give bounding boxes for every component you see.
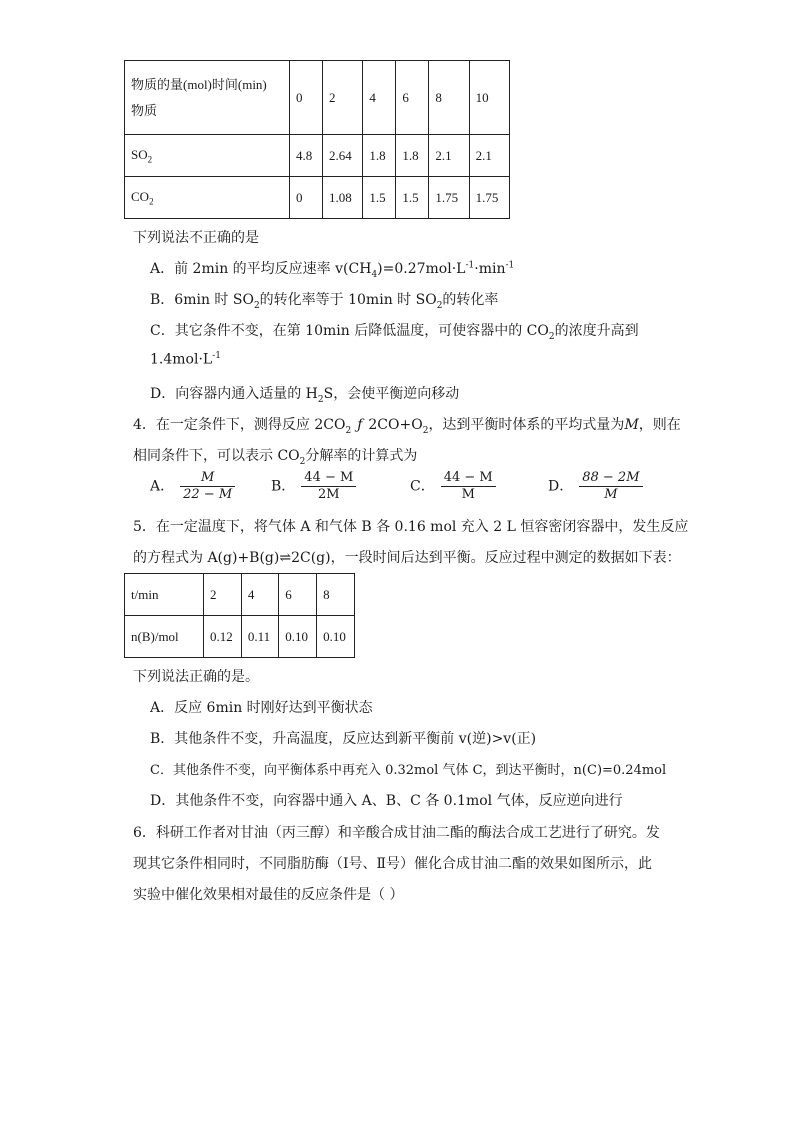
q3-option-d	[150, 383, 459, 405]
option-letter: C．	[410, 478, 435, 495]
table-cell: 1.8	[363, 135, 396, 177]
sub: 2	[253, 300, 260, 311]
text: 的浓度升高到	[554, 323, 639, 339]
table-cell: n(B)/mol	[125, 616, 204, 658]
table-header-corner	[125, 61, 290, 135]
table-header-cell: 2	[204, 574, 242, 616]
option-letter: A．	[150, 478, 175, 495]
q6-stem-line2: 现其它条件相同时，不同脂肪酶（Ⅰ号、Ⅱ号）催化合成甘油二酯的效果如图所示，此	[133, 856, 653, 872]
table-header-row	[125, 61, 510, 135]
q4-option-b	[271, 470, 356, 503]
row-label-text: CO	[131, 188, 150, 204]
denominator: M	[461, 487, 475, 502]
q5-option-c: C．其他条件不变，向平衡体系中再充入 0.32mol 气体 C，到达平衡时，n(C)=0.24mol	[150, 763, 667, 778]
numerator: M	[180, 470, 235, 487]
table-cell: 2.1	[469, 135, 509, 177]
text: ，则在	[638, 417, 681, 433]
table-cell: 1.5	[363, 177, 396, 219]
text: A．前 2min 的平均反应速率 v(CH	[150, 261, 372, 277]
sub: 2	[317, 394, 324, 405]
q4-option-a	[150, 470, 235, 503]
q4-option-c	[410, 470, 496, 503]
q4-stem-line2	[133, 445, 417, 467]
var-m: M	[624, 417, 639, 433]
text: S，会使平衡逆向移动	[323, 386, 460, 402]
sub: 2	[548, 331, 555, 342]
table-cell: 0.10	[317, 616, 355, 658]
sub: 2	[345, 425, 352, 436]
q3-prompt: 下列说法不正确的是	[133, 230, 259, 246]
table-row	[125, 616, 355, 658]
row-label-co2	[125, 177, 290, 219]
q3-option-a	[150, 258, 514, 280]
text: 的转化率等于 10min 时 SO	[259, 292, 437, 308]
table-cell: 0.11	[241, 616, 278, 658]
row-label-sub: 2	[147, 154, 153, 165]
time-cell: 10	[469, 61, 509, 135]
q4-stem-line1	[133, 414, 681, 436]
sub: 2	[299, 456, 306, 467]
text: B．6min 时 SO	[150, 292, 254, 308]
q6-stem-line1: 6．科研工作者对甘油（丙三醇）和辛酸合成甘油二酯的酶法合成工艺进行了研究。发	[133, 825, 660, 841]
numerator: 44 − M	[441, 470, 496, 487]
table-row	[125, 574, 355, 616]
table-header-cell: 6	[279, 574, 317, 616]
table-cell: 1.75	[429, 177, 469, 219]
table-row	[125, 135, 510, 177]
text: 1.4mol·L	[150, 351, 213, 368]
fraction	[180, 470, 235, 503]
table-cell: 0	[290, 177, 323, 219]
text: 相同条件下，可以表示 CO	[133, 448, 300, 464]
text: 4．在一定条件下，测得反应 2CO	[133, 417, 346, 433]
table-cell: 1.08	[323, 177, 363, 219]
text: 分解率的计算式为	[305, 448, 418, 464]
sub: 2	[436, 300, 443, 311]
table-cell: 4.8	[290, 135, 323, 177]
q3-option-c-line2	[150, 351, 221, 368]
q5-option-a: A．反应 6min 时刚好达到平衡状态	[150, 700, 373, 716]
option-letter: B．	[271, 478, 296, 495]
time-cell: 0	[290, 61, 323, 135]
row-label-sub: 2	[149, 196, 154, 207]
numerator: 44 − M	[301, 470, 356, 487]
sup: -1	[212, 351, 221, 361]
table-row	[125, 177, 510, 219]
fraction	[579, 470, 642, 503]
equilibrium-arrow: ƒ	[357, 417, 363, 433]
q5-option-d: D．其他条件不变，向容器中通入 A、B、C 各 0.1mol 气体，反应逆向进行	[150, 793, 623, 809]
time-cell: 8	[429, 61, 469, 135]
table-header-cell: 4	[241, 574, 278, 616]
q5-stem-line1: 5．在一定温度下，将气体 A 和气体 B 各 0.16 mol 充入 2 L 恒容密闭容器中，发生反应	[133, 519, 689, 535]
time-cell: 4	[363, 61, 396, 135]
text: 2CO+O	[368, 417, 423, 433]
text: )=0.27mol·L	[377, 261, 466, 277]
denominator: 22 − M	[183, 487, 233, 502]
q5-option-b: B．其他条件不变，升高温度，反应达到新平衡前 v(逆)>v(正)	[150, 731, 537, 747]
table-cell: 1.75	[469, 177, 509, 219]
sub: 2	[422, 425, 429, 436]
q5-prompt: 下列说法正确的是。	[133, 669, 259, 685]
row-label-text: SO	[131, 146, 148, 162]
sup: -1	[505, 260, 515, 271]
q3-option-b	[150, 289, 498, 311]
denominator: 2M	[318, 487, 340, 502]
q3-option-c	[150, 320, 639, 342]
table-cell: 0.12	[204, 616, 242, 658]
q5-stem-line2: 的方程式为 A(g)+B(g)⇌2C(g)，一段时间后达到平衡。反应过程中测定的数据如下表：	[133, 550, 681, 566]
text: C．其它条件不变，在第 10min 后降低温度，可使容器中的 CO	[150, 323, 549, 339]
text: 的转化率	[442, 292, 499, 308]
time-cell: 2	[323, 61, 363, 135]
table-header-cell: 8	[317, 574, 355, 616]
data-table-nb	[124, 573, 355, 658]
q4-option-d	[548, 470, 643, 503]
time-cell: 6	[396, 61, 429, 135]
table-cell: 2.64	[323, 135, 363, 177]
sup: -1	[465, 260, 475, 271]
table-header-cell: t/min	[125, 574, 204, 616]
data-table-so2-co2	[124, 60, 510, 219]
header-line-1: 物质的量(mol)时间(min)	[131, 76, 267, 92]
sub: 4	[371, 269, 378, 280]
fraction	[301, 470, 356, 503]
q6-stem-line3: 实验中催化效果相对最佳的反应条件是（ ）	[133, 887, 404, 903]
denominator: M	[604, 487, 618, 502]
table-cell: 1.8	[396, 135, 429, 177]
text: ，达到平衡时体系的平均式量为	[428, 417, 625, 433]
row-label-so2	[125, 135, 290, 177]
text: D．向容器内通入适量的 H	[150, 386, 318, 402]
header-line-2: 物质	[131, 102, 158, 118]
text: ·min	[474, 261, 506, 277]
fraction	[441, 470, 496, 503]
numerator: 88 − 2M	[579, 470, 642, 487]
table-cell: 0.10	[279, 616, 317, 658]
table-cell: 1.5	[396, 177, 429, 219]
table-cell: 2.1	[429, 135, 469, 177]
option-letter: D．	[548, 478, 574, 495]
